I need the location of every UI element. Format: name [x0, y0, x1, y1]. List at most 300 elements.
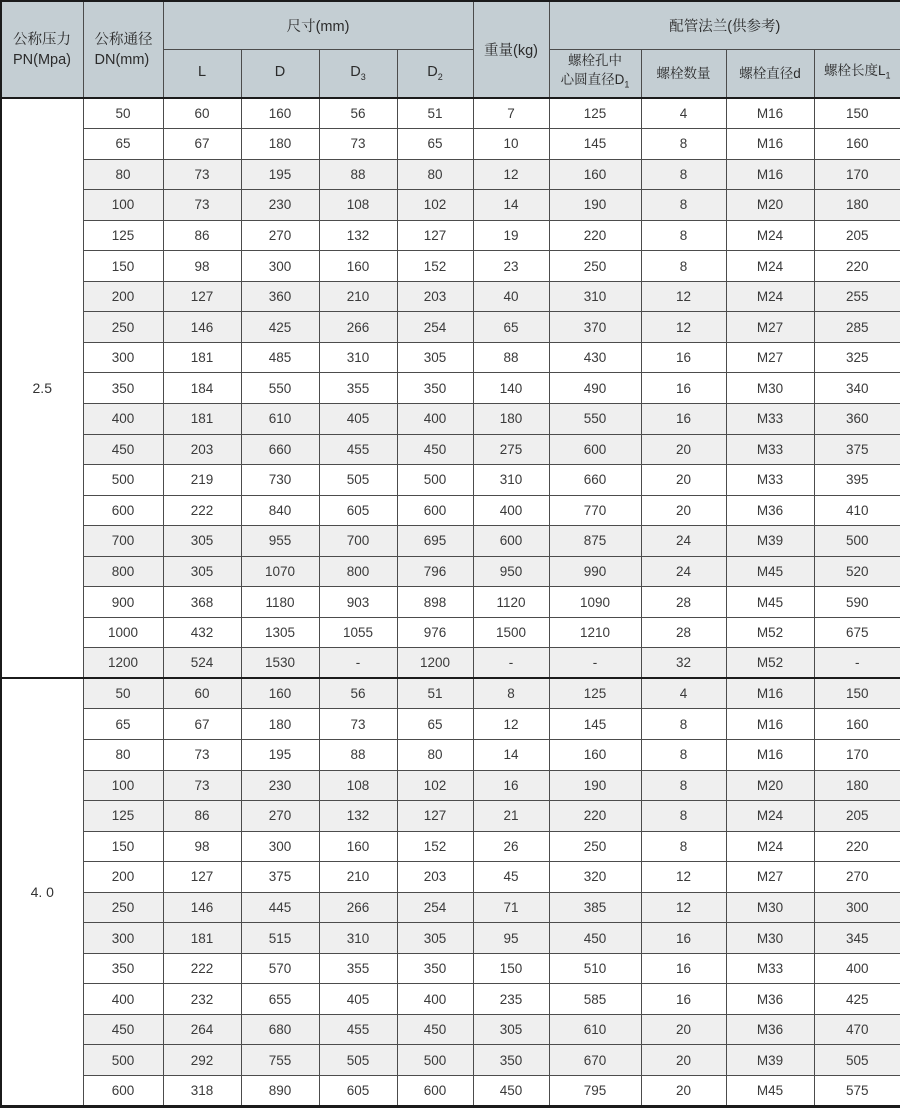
- data-cell: 16: [641, 373, 726, 404]
- table-row: [1, 862, 900, 893]
- data-cell: 1530: [241, 648, 319, 679]
- data-cell: 450: [397, 1014, 473, 1045]
- data-cell: 305: [397, 342, 473, 373]
- data-cell: 600: [549, 434, 641, 465]
- table-row: [1, 556, 900, 587]
- data-cell: 203: [397, 862, 473, 893]
- table-row: [1, 739, 900, 770]
- data-cell: 150: [814, 678, 900, 709]
- data-cell: 505: [814, 1045, 900, 1076]
- data-cell: 127: [397, 801, 473, 832]
- data-cell: 405: [319, 403, 397, 434]
- table-row: [1, 342, 900, 373]
- data-cell: 8: [641, 709, 726, 740]
- data-cell: 65: [397, 129, 473, 160]
- data-cell: 67: [163, 129, 241, 160]
- data-cell: 350: [397, 953, 473, 984]
- data-cell: 1210: [549, 617, 641, 648]
- data-cell: 21: [473, 801, 549, 832]
- data-cell: 455: [319, 434, 397, 465]
- data-cell: 305: [473, 1014, 549, 1045]
- data-cell: M33: [726, 953, 814, 984]
- data-cell: M52: [726, 648, 814, 679]
- data-cell: 318: [163, 1076, 241, 1107]
- data-cell: 12: [641, 312, 726, 343]
- pn-value: 2.5: [1, 98, 83, 678]
- data-cell: 360: [241, 281, 319, 312]
- data-cell: 14: [473, 739, 549, 770]
- dn-value: 450: [83, 434, 163, 465]
- data-cell: 955: [241, 526, 319, 557]
- data-cell: 655: [241, 984, 319, 1015]
- data-cell: M36: [726, 495, 814, 526]
- dn-value: 300: [83, 923, 163, 954]
- data-cell: 60: [163, 98, 241, 129]
- data-cell: 898: [397, 587, 473, 618]
- data-cell: 270: [241, 220, 319, 251]
- data-cell: 20: [641, 495, 726, 526]
- data-cell: 24: [641, 556, 726, 587]
- data-cell: M24: [726, 831, 814, 862]
- data-cell: 170: [814, 159, 900, 190]
- data-cell: 146: [163, 312, 241, 343]
- data-cell: 300: [241, 831, 319, 862]
- data-cell: 520: [814, 556, 900, 587]
- data-cell: 524: [163, 648, 241, 679]
- data-cell: 20: [641, 434, 726, 465]
- data-cell: 73: [163, 159, 241, 190]
- data-cell: M36: [726, 1014, 814, 1045]
- table-body: [1, 98, 900, 1106]
- data-cell: 400: [814, 953, 900, 984]
- data-cell: 1055: [319, 617, 397, 648]
- data-cell: 1500: [473, 617, 549, 648]
- data-cell: 490: [549, 373, 641, 404]
- data-cell: 550: [549, 403, 641, 434]
- data-cell: 8: [641, 831, 726, 862]
- table-row: [1, 159, 900, 190]
- data-cell: 1180: [241, 587, 319, 618]
- col-header-diameter: [83, 1, 163, 98]
- data-cell: 56: [319, 98, 397, 129]
- table-row: [1, 98, 900, 129]
- data-cell: 375: [241, 862, 319, 893]
- data-cell: 219: [163, 465, 241, 496]
- col-header-pressure: [1, 1, 83, 98]
- data-cell: 660: [241, 434, 319, 465]
- data-cell: 400: [397, 403, 473, 434]
- data-cell: 180: [814, 770, 900, 801]
- data-cell: 210: [319, 281, 397, 312]
- dn-value: 100: [83, 190, 163, 221]
- data-cell: 65: [397, 709, 473, 740]
- data-cell: 150: [473, 953, 549, 984]
- data-cell: 230: [241, 770, 319, 801]
- dn-value: 65: [83, 709, 163, 740]
- data-cell: 220: [549, 801, 641, 832]
- data-cell: 990: [549, 556, 641, 587]
- data-cell: 180: [473, 403, 549, 434]
- data-cell: -: [549, 648, 641, 679]
- data-cell: M45: [726, 556, 814, 587]
- data-cell: 60: [163, 678, 241, 709]
- data-cell: 840: [241, 495, 319, 526]
- data-cell: 254: [397, 312, 473, 343]
- dn-value: 400: [83, 984, 163, 1015]
- data-cell: 190: [549, 190, 641, 221]
- data-cell: 550: [241, 373, 319, 404]
- dn-value: 500: [83, 1045, 163, 1076]
- data-cell: 108: [319, 770, 397, 801]
- data-cell: 445: [241, 892, 319, 923]
- dn-value: 80: [83, 739, 163, 770]
- data-cell: 20: [641, 1045, 726, 1076]
- dn-value: 150: [83, 831, 163, 862]
- data-cell: 340: [814, 373, 900, 404]
- data-cell: 16: [473, 770, 549, 801]
- table-row: [1, 587, 900, 618]
- data-cell: 425: [241, 312, 319, 343]
- data-cell: M27: [726, 342, 814, 373]
- dn-value: 200: [83, 281, 163, 312]
- data-cell: 450: [397, 434, 473, 465]
- data-cell: 610: [241, 403, 319, 434]
- data-cell: 800: [319, 556, 397, 587]
- data-cell: 264: [163, 1014, 241, 1045]
- data-cell: 127: [163, 281, 241, 312]
- dn-value: 50: [83, 678, 163, 709]
- data-cell: 125: [549, 678, 641, 709]
- data-cell: 67: [163, 709, 241, 740]
- data-cell: 16: [641, 984, 726, 1015]
- data-cell: 102: [397, 770, 473, 801]
- data-cell: 160: [241, 98, 319, 129]
- data-cell: 1070: [241, 556, 319, 587]
- data-cell: 903: [319, 587, 397, 618]
- data-cell: 8: [641, 251, 726, 282]
- data-cell: M20: [726, 190, 814, 221]
- data-cell: 51: [397, 678, 473, 709]
- data-cell: 310: [473, 465, 549, 496]
- data-cell: 320: [549, 862, 641, 893]
- dn-value: 65: [83, 129, 163, 160]
- data-cell: 8: [641, 770, 726, 801]
- data-cell: M24: [726, 251, 814, 282]
- data-cell: 73: [163, 190, 241, 221]
- pn-value: 4. 0: [1, 678, 83, 1106]
- table-row: [1, 220, 900, 251]
- data-cell: 220: [814, 251, 900, 282]
- table-row: [1, 770, 900, 801]
- data-cell: 400: [473, 495, 549, 526]
- dn-value: 300: [83, 342, 163, 373]
- data-cell: 305: [163, 526, 241, 557]
- table-row: [1, 129, 900, 160]
- dn-value: 350: [83, 373, 163, 404]
- data-cell: 605: [319, 495, 397, 526]
- data-cell: 20: [641, 1076, 726, 1107]
- data-cell: -: [473, 648, 549, 679]
- data-cell: 755: [241, 1045, 319, 1076]
- data-cell: 205: [814, 220, 900, 251]
- data-cell: 132: [319, 801, 397, 832]
- data-cell: 8: [641, 220, 726, 251]
- data-cell: 80: [397, 739, 473, 770]
- data-cell: 425: [814, 984, 900, 1015]
- table-row: [1, 923, 900, 954]
- data-cell: 32: [641, 648, 726, 679]
- data-cell: 73: [163, 770, 241, 801]
- data-cell: 1200: [397, 648, 473, 679]
- pressure-label-en: PN(Mpa): [13, 51, 72, 68]
- data-cell: 375: [814, 434, 900, 465]
- data-cell: -: [319, 648, 397, 679]
- table-row: [1, 526, 900, 557]
- data-cell: 600: [397, 495, 473, 526]
- data-cell: 505: [319, 1045, 397, 1076]
- data-cell: 950: [473, 556, 549, 587]
- data-cell: 102: [397, 190, 473, 221]
- data-cell: 10: [473, 129, 549, 160]
- data-cell: 700: [319, 526, 397, 557]
- data-cell: 355: [319, 953, 397, 984]
- data-cell: 500: [397, 465, 473, 496]
- data-cell: 8: [641, 801, 726, 832]
- data-cell: 250: [549, 831, 641, 862]
- data-cell: 890: [241, 1076, 319, 1107]
- data-cell: 300: [814, 892, 900, 923]
- data-cell: M45: [726, 587, 814, 618]
- data-cell: 430: [549, 342, 641, 373]
- data-cell: 730: [241, 465, 319, 496]
- data-cell: 152: [397, 251, 473, 282]
- data-cell: 300: [241, 251, 319, 282]
- data-cell: 88: [473, 342, 549, 373]
- data-cell: 232: [163, 984, 241, 1015]
- data-cell: 796: [397, 556, 473, 587]
- dn-value: 900: [83, 587, 163, 618]
- dn-value: 50: [83, 98, 163, 129]
- data-cell: 180: [241, 709, 319, 740]
- table-row: [1, 403, 900, 434]
- dn-value: 400: [83, 403, 163, 434]
- table-row: [1, 1014, 900, 1045]
- data-cell: M33: [726, 465, 814, 496]
- table-row: [1, 434, 900, 465]
- dn-value: 450: [83, 1014, 163, 1045]
- data-cell: 73: [319, 129, 397, 160]
- data-cell: 181: [163, 403, 241, 434]
- data-cell: 210: [319, 862, 397, 893]
- table-row: [1, 617, 900, 648]
- data-cell: 20: [641, 465, 726, 496]
- data-cell: 385: [549, 892, 641, 923]
- data-cell: 98: [163, 831, 241, 862]
- data-cell: 220: [549, 220, 641, 251]
- data-cell: M24: [726, 801, 814, 832]
- data-cell: 181: [163, 342, 241, 373]
- data-cell: 310: [319, 342, 397, 373]
- data-cell: 770: [549, 495, 641, 526]
- data-cell: M16: [726, 739, 814, 770]
- data-cell: M33: [726, 403, 814, 434]
- data-cell: 1305: [241, 617, 319, 648]
- data-cell: 1120: [473, 587, 549, 618]
- col-header-l: L: [163, 49, 241, 98]
- data-cell: 152: [397, 831, 473, 862]
- data-cell: 19: [473, 220, 549, 251]
- data-cell: 270: [241, 801, 319, 832]
- data-cell: 266: [319, 312, 397, 343]
- data-cell: 24: [641, 526, 726, 557]
- data-cell: 590: [814, 587, 900, 618]
- data-cell: 140: [473, 373, 549, 404]
- table-row: [1, 709, 900, 740]
- data-cell: 160: [319, 831, 397, 862]
- table-row: [1, 831, 900, 862]
- data-cell: M16: [726, 129, 814, 160]
- data-cell: 160: [814, 709, 900, 740]
- dn-value: 700: [83, 526, 163, 557]
- data-cell: 310: [549, 281, 641, 312]
- data-cell: 450: [549, 923, 641, 954]
- data-cell: 98: [163, 251, 241, 282]
- data-cell: 450: [473, 1076, 549, 1107]
- table-row: [1, 984, 900, 1015]
- diameter-label-cn: 公称通径: [94, 31, 153, 48]
- data-cell: 360: [814, 403, 900, 434]
- col-header-d3: $D_3$: [319, 49, 397, 98]
- data-cell: 254: [397, 892, 473, 923]
- data-cell: 28: [641, 587, 726, 618]
- data-cell: 310: [319, 923, 397, 954]
- data-cell: 16: [641, 342, 726, 373]
- data-cell: 150: [814, 98, 900, 129]
- table-row: [1, 373, 900, 404]
- col-header-bolt-len: 螺栓长度$L_1$: [814, 49, 900, 98]
- group-header-flange: 配管法兰(供参考): [549, 1, 900, 49]
- data-cell: 605: [319, 1076, 397, 1107]
- pressure-label-cn: 公称压力: [13, 31, 71, 48]
- dn-value: 200: [83, 862, 163, 893]
- data-cell: 370: [549, 312, 641, 343]
- data-cell: M45: [726, 1076, 814, 1107]
- data-cell: 222: [163, 495, 241, 526]
- data-cell: 515: [241, 923, 319, 954]
- table-row: [1, 312, 900, 343]
- data-cell: 230: [241, 190, 319, 221]
- data-cell: 86: [163, 801, 241, 832]
- data-cell: 470: [814, 1014, 900, 1045]
- data-cell: 600: [473, 526, 549, 557]
- data-cell: 8: [641, 129, 726, 160]
- data-cell: 355: [319, 373, 397, 404]
- data-cell: 146: [163, 892, 241, 923]
- data-cell: 8: [641, 159, 726, 190]
- data-cell: 203: [397, 281, 473, 312]
- dn-value: 125: [83, 220, 163, 251]
- data-cell: M52: [726, 617, 814, 648]
- data-cell: 160: [549, 159, 641, 190]
- data-cell: 505: [319, 465, 397, 496]
- data-cell: 875: [549, 526, 641, 557]
- data-cell: 585: [549, 984, 641, 1015]
- table-row: [1, 281, 900, 312]
- data-cell: 350: [397, 373, 473, 404]
- data-cell: 184: [163, 373, 241, 404]
- data-cell: 455: [319, 1014, 397, 1045]
- data-cell: 305: [397, 923, 473, 954]
- data-cell: 23: [473, 251, 549, 282]
- data-cell: 570: [241, 953, 319, 984]
- data-cell: 160: [549, 739, 641, 770]
- data-cell: 680: [241, 1014, 319, 1045]
- data-cell: 195: [241, 739, 319, 770]
- data-cell: 7: [473, 98, 549, 129]
- data-cell: 88: [319, 159, 397, 190]
- col-header-d: D: [241, 49, 319, 98]
- data-cell: M16: [726, 678, 814, 709]
- data-cell: 73: [319, 709, 397, 740]
- data-cell: 65: [473, 312, 549, 343]
- dn-value: 600: [83, 495, 163, 526]
- data-cell: M30: [726, 923, 814, 954]
- table-row: [1, 648, 900, 679]
- data-cell: 4: [641, 678, 726, 709]
- data-cell: 108: [319, 190, 397, 221]
- dn-value: 1200: [83, 648, 163, 679]
- data-cell: 795: [549, 1076, 641, 1107]
- data-cell: 26: [473, 831, 549, 862]
- table-row: [1, 953, 900, 984]
- col-header-d2: $D_2$: [397, 49, 473, 98]
- data-cell: 8: [641, 190, 726, 221]
- dn-value: 350: [83, 953, 163, 984]
- data-cell: M39: [726, 526, 814, 557]
- data-cell: 160: [241, 678, 319, 709]
- data-cell: 510: [549, 953, 641, 984]
- table-row: [1, 495, 900, 526]
- data-cell: 180: [241, 129, 319, 160]
- data-cell: 40: [473, 281, 549, 312]
- dn-value: 80: [83, 159, 163, 190]
- data-cell: M30: [726, 373, 814, 404]
- data-cell: 12: [641, 892, 726, 923]
- data-cell: 86: [163, 220, 241, 251]
- data-cell: 405: [319, 984, 397, 1015]
- data-cell: 8: [641, 739, 726, 770]
- dn-value: 800: [83, 556, 163, 587]
- data-cell: M16: [726, 159, 814, 190]
- data-cell: 73: [163, 739, 241, 770]
- data-cell: 325: [814, 342, 900, 373]
- data-cell: 14: [473, 190, 549, 221]
- data-cell: 575: [814, 1076, 900, 1107]
- group-header-size: 尺寸(mm): [163, 1, 473, 49]
- dn-value: 125: [83, 801, 163, 832]
- data-cell: 485: [241, 342, 319, 373]
- data-cell: 125: [549, 98, 641, 129]
- data-cell: 250: [549, 251, 641, 282]
- col-header-bolt-dia: 螺栓直径d: [726, 49, 814, 98]
- data-cell: 95: [473, 923, 549, 954]
- data-cell: 88: [319, 739, 397, 770]
- data-cell: 160: [319, 251, 397, 282]
- data-cell: 20: [641, 1014, 726, 1045]
- data-cell: 432: [163, 617, 241, 648]
- data-cell: 235: [473, 984, 549, 1015]
- data-cell: M16: [726, 98, 814, 129]
